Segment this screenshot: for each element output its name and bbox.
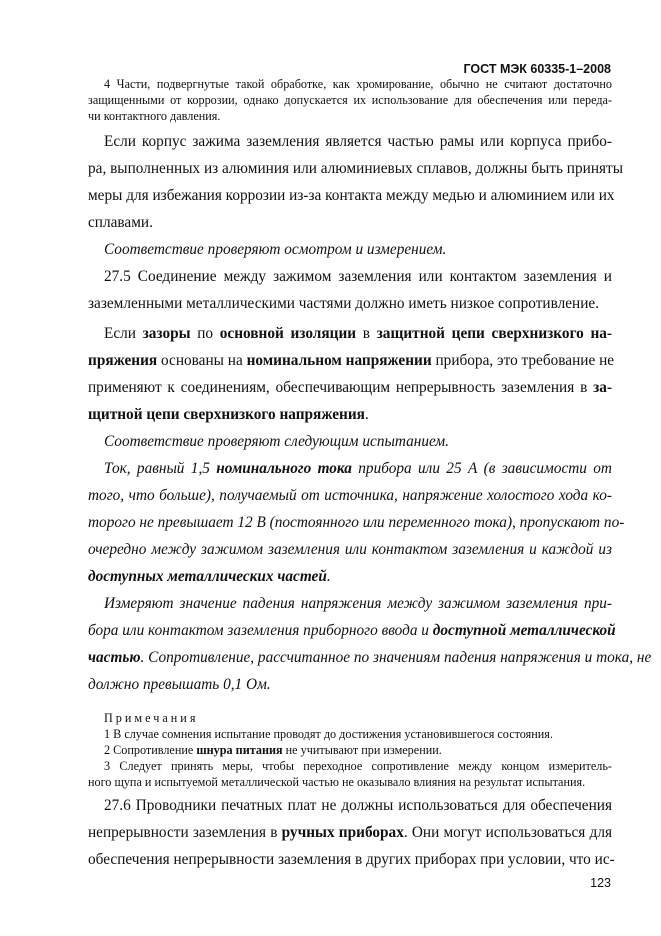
text-line xyxy=(88,617,616,644)
text-run: . xyxy=(326,568,331,585)
text-run: прибора или 25 А (в зависимости от xyxy=(351,460,612,477)
term: защитной цепи сверхнизкого на- xyxy=(376,325,612,342)
text-line: сплавами. xyxy=(88,214,153,231)
test-description xyxy=(88,455,625,590)
compliance-test xyxy=(88,428,612,455)
paragraph-housing xyxy=(88,128,624,236)
text-line: очередно между зажимом заземления или контактом заземления и каждой из xyxy=(88,541,612,558)
text-run: применяют к соединениям, обеспечивающим непрерывность заземления в xyxy=(88,379,594,396)
text-line xyxy=(88,455,612,482)
compliance-inspection xyxy=(88,236,612,263)
term: ручных приборах xyxy=(281,824,404,841)
text-line xyxy=(88,644,652,671)
note-4-line: 4 Части, подвергнутые такой обработке, как хромирование, обычно не считают достаточно xyxy=(104,77,612,91)
text-run: не учитывают при измерении. xyxy=(282,743,442,757)
term: щитной цепи сверхнизкого напряжения xyxy=(88,406,365,423)
text-run: . Сопротивление, рассчитанное по значениям падения напряжения и тока, не xyxy=(140,649,652,666)
text-run: по xyxy=(190,325,220,342)
note-4 xyxy=(88,76,612,124)
text-line xyxy=(88,374,612,401)
text-line xyxy=(88,401,612,428)
text-line: Измеряют значение падения напряжения между зажимом заземления при- xyxy=(104,595,612,612)
note-4-line: чи контактного давления. xyxy=(88,109,221,123)
text-line: Если корпус зажима заземления является частью рамы или корпуса прибо- xyxy=(104,133,612,150)
text-run: . xyxy=(364,406,369,423)
text-line: того, что больше), получаемый от источника, напряжение холостого хода ко- xyxy=(88,487,612,504)
notes-block xyxy=(88,710,612,790)
text-line: торого не превышает 12 В (постоянного или переменного тока), пропускают по- xyxy=(88,514,625,531)
text-line: 27.6 Проводники печатных плат не должны использоваться для обеспечения xyxy=(104,797,612,814)
note-4-line: защищенными от коррозии, однако допускается их использование для обеспечения или переда- xyxy=(88,93,612,107)
clause-27-5 xyxy=(88,263,612,317)
term: пряжения xyxy=(88,352,158,369)
text-line xyxy=(88,320,612,347)
text-line xyxy=(88,347,615,374)
term: доступной металлической xyxy=(432,622,616,639)
text-line: Соответствие проверяют осмотром и измерением. xyxy=(104,241,447,258)
text-line: меры для избежания коррозии из-за контакта между медью и алюминием или их xyxy=(88,187,615,204)
paragraph-selv xyxy=(88,320,615,428)
text-run: бора или контактом заземления приборного ввода и xyxy=(88,622,433,639)
text-line xyxy=(88,819,612,846)
text-run: 2 Сопротивление xyxy=(104,743,197,757)
notes-title: Примечания xyxy=(104,711,199,725)
note-line xyxy=(88,742,612,758)
text-line xyxy=(88,563,612,590)
text-run: основаны на xyxy=(157,352,247,369)
note-line: ного щупа и испытуемой металлической частью не оказывало влияния на результат испытания. xyxy=(88,775,586,789)
text-line: 27.5 Соединение между зажимом заземления или контактом заземления и xyxy=(104,268,612,285)
text-line: заземленными металлическими частями должно иметь низкое сопротивление. xyxy=(88,295,600,312)
term: номинального тока xyxy=(216,460,352,477)
term: частью xyxy=(88,649,141,666)
text-run: Если xyxy=(104,325,143,342)
page-number: 123 xyxy=(590,876,611,890)
term: основной изоляции xyxy=(219,325,357,342)
text-line: Соответствие проверяют следующим испытанием. xyxy=(104,433,449,450)
note-line: 3 Следует принять меры, чтобы переходное сопротивление между концом измеритель- xyxy=(104,759,612,773)
text-run: . Они могут использоваться для xyxy=(403,824,612,841)
text-line: обеспечения непрерывности заземления в других приборах при условии, что ис- xyxy=(88,851,615,868)
text-run: непрерывности заземления в xyxy=(88,824,282,841)
clause-27-6 xyxy=(88,792,615,873)
standard-header: ГОСТ МЭК 60335-1–2008 xyxy=(463,62,611,76)
term: доступных металлических частей xyxy=(88,568,327,585)
term: шнура питания xyxy=(196,743,283,757)
note-line: 1 В случае сомнения испытание проводят до достижения установившегося состояния. xyxy=(104,727,553,741)
text-line: должно превышать 0,1 Ом. xyxy=(88,676,271,693)
text-run: прибора, это требование не xyxy=(431,352,615,369)
term: зазоры xyxy=(142,325,191,342)
term: номинальном напряжении xyxy=(246,352,432,369)
text-line: ра, выполненных из алюминия или алюминиевых сплавов, должны быть приняты xyxy=(88,160,624,177)
text-run: в xyxy=(356,325,377,342)
text-run: Ток, равный 1,5 xyxy=(104,460,217,477)
measurement-description xyxy=(88,590,652,698)
term: за- xyxy=(593,379,612,396)
